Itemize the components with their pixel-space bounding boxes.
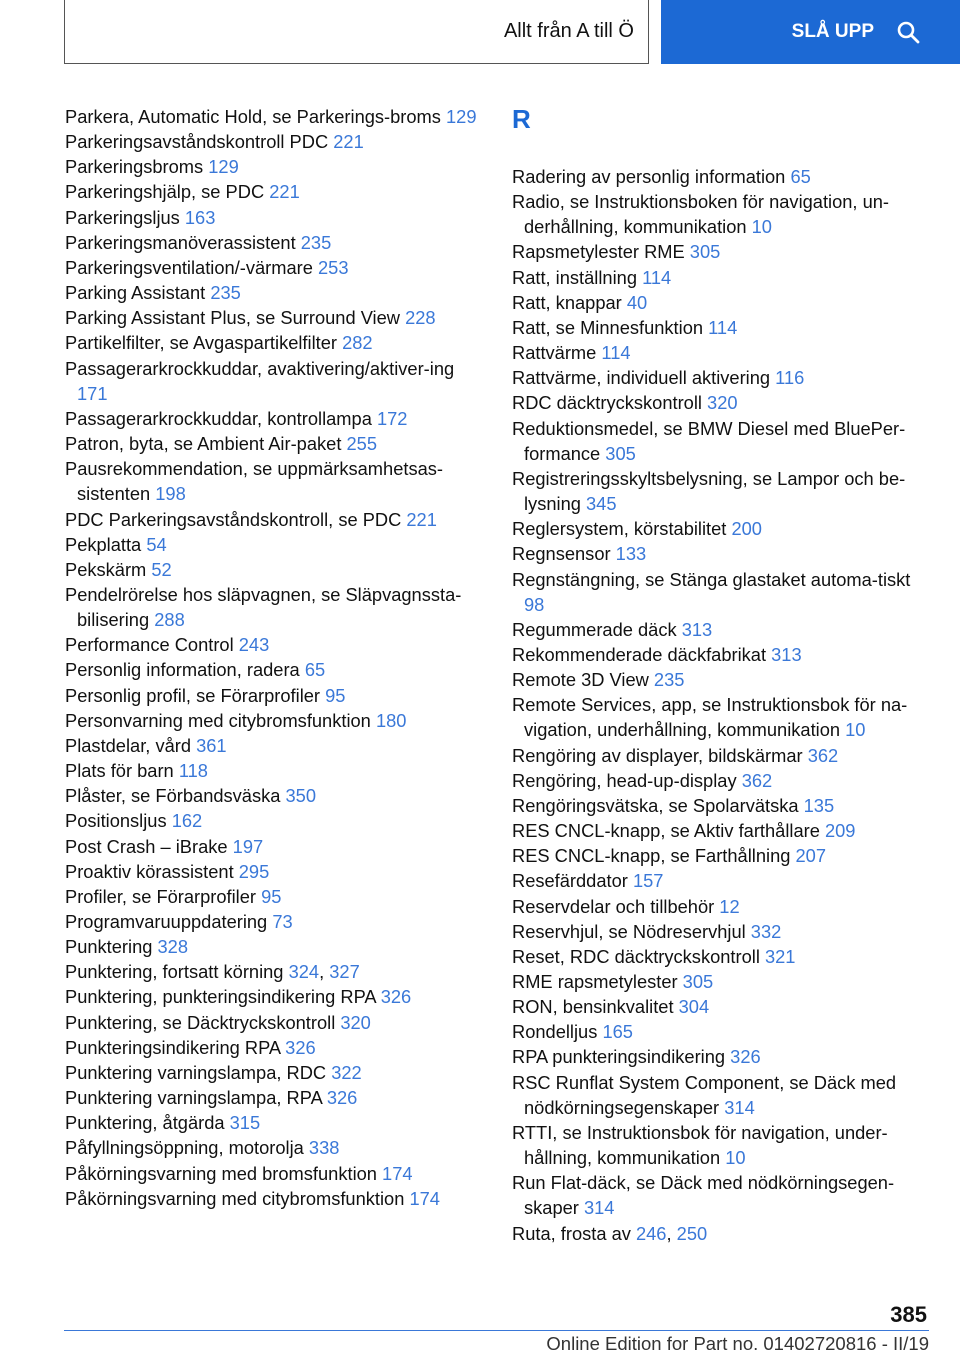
index-entry-text: Parkeringsljus — [65, 206, 185, 228]
page-link[interactable]: 95 — [325, 684, 346, 706]
index-entry-text: Pendelrörelse hos släpvagnen, se Släpvagnssta-bilisering — [65, 583, 462, 631]
index-entry — [65, 733, 485, 758]
index-column-right — [512, 104, 932, 1246]
page-link[interactable]: 174 — [382, 1162, 413, 1184]
index-entry-text: Rattvärme, individuell aktivering — [512, 367, 776, 389]
index-entry-text: Regummerade däck — [512, 618, 682, 640]
index-entry — [65, 758, 485, 783]
index-entry — [65, 859, 485, 884]
index-entry — [65, 1110, 485, 1135]
index-entry — [512, 768, 932, 793]
index-entry-text: Rattvärme — [512, 342, 602, 364]
index-entry — [65, 708, 485, 733]
index-entry-text: Rengöring, head-up-display — [512, 769, 742, 791]
index-entry-text: Profiler, se Förarprofiler — [65, 885, 262, 907]
index-entry — [65, 1161, 485, 1186]
index-entry-text: Punktering, punkteringsindikering RPA — [65, 986, 381, 1008]
index-entry — [512, 919, 932, 944]
index-entry — [65, 456, 485, 506]
index-entry-text: Reservdelar och tillbehör — [512, 895, 720, 917]
index-entry-text: Personlig information, radera — [65, 659, 305, 681]
page-link[interactable]: 116 — [775, 367, 805, 389]
page-link[interactable]: 10 — [725, 1147, 746, 1169]
index-entry-text: Personvarning med citybromsfunktion — [65, 709, 376, 731]
index-entry-text: Remote Services, app, se Instruktionsbok för na-vigation, underhållning, kommunikation — [512, 694, 908, 741]
page-link[interactable]: 165 — [602, 1021, 633, 1043]
index-entry-text: Pausrekommendation, se uppmärksamhetsas-sistenten — [65, 458, 443, 505]
index-entry — [512, 315, 932, 340]
index-entry — [512, 239, 932, 264]
page-link[interactable]: 326 — [380, 986, 412, 1008]
page-link[interactable]: 129 — [446, 106, 477, 127]
page-link[interactable]: 305 — [682, 971, 714, 992]
index-entry-text: Ratt, se Minnesfunktion — [512, 316, 709, 338]
index-entry — [65, 1035, 485, 1060]
index-entry-text: Punktering, fortsatt körning — [65, 961, 289, 983]
index-entry — [65, 632, 485, 657]
index-entry — [65, 431, 485, 456]
index-entry-text: Registreringsskyltsbelysning, se Lampor och be-lysning — [512, 467, 906, 515]
page-link[interactable]: 221 — [406, 508, 437, 530]
index-entry-text: Pekplatta — [65, 533, 147, 555]
index-entry — [65, 1010, 485, 1035]
index-entry — [65, 808, 485, 833]
page-link[interactable]: 255 — [346, 433, 377, 455]
index-entry-text: Run Flat-däck, se Däck med nödkörningsegen-skaper — [512, 1172, 895, 1219]
page-link[interactable]: 324 — [288, 961, 320, 983]
index-entry — [65, 783, 485, 808]
page-link[interactable]: 362 — [741, 769, 773, 791]
index-entry — [65, 909, 485, 934]
index-entry — [65, 507, 485, 532]
index-entry-text: Radering av personlig information — [512, 166, 791, 187]
page-link[interactable]: 361 — [196, 734, 227, 756]
page-link[interactable]: 65 — [790, 166, 811, 187]
index-entry-text: Programvaruuppdatering — [65, 911, 273, 932]
page-link[interactable]: 114 — [601, 342, 631, 364]
page-link[interactable]: 162 — [171, 810, 203, 832]
page-link[interactable]: 295 — [238, 860, 270, 882]
index-entry-text: Påkörningsvarning med bromsfunktion — [65, 1162, 383, 1184]
page-link[interactable]: 54 — [146, 533, 167, 555]
page-link[interactable]: 314 — [724, 1096, 755, 1118]
index-entry — [65, 934, 485, 959]
index-entry — [512, 567, 932, 617]
index-entry — [512, 1170, 932, 1220]
index-entry — [512, 843, 932, 868]
page-link[interactable]: 65 — [304, 659, 326, 681]
index-entry-text: Proaktiv körassistent — [65, 860, 239, 882]
index-entry — [65, 230, 485, 255]
index-entry — [512, 416, 932, 466]
index-entry — [512, 290, 932, 315]
index-entry — [512, 868, 932, 893]
page-link[interactable]: 328 — [157, 936, 188, 958]
index-entry — [65, 154, 485, 179]
index-entry-text: Ratt, inställning — [512, 266, 643, 288]
index-entry — [65, 1135, 485, 1160]
page-number: 385 — [890, 1302, 927, 1327]
index-entry-text: RES CNCL-knapp, se Aktiv farthållare — [512, 820, 825, 842]
page-link[interactable]: 350 — [285, 785, 317, 807]
index-entry-text: PDC Parkeringsavståndskontroll, se PDC — [65, 508, 407, 530]
page-link[interactable]: 313 — [771, 643, 802, 665]
index-entry — [512, 793, 932, 818]
index-entry-text: Plastdelar, vård — [65, 734, 197, 756]
index-entry — [512, 340, 932, 365]
page-link[interactable]: 171 — [77, 382, 108, 404]
index-entry-text: Regnsensor — [512, 543, 616, 565]
page-link[interactable]: 209 — [824, 820, 856, 842]
page-link[interactable]: 133 — [615, 543, 647, 565]
index-entry-text: RON, bensinkvalitet — [512, 996, 679, 1018]
index-entry-text: Plats för barn — [65, 760, 179, 782]
index-entry — [65, 305, 485, 330]
index-column-left — [65, 104, 485, 1211]
page-link[interactable]: 315 — [229, 1112, 261, 1134]
page-link[interactable]: 345 — [586, 493, 617, 515]
page-link[interactable]: 326 — [285, 1036, 316, 1058]
index-entry-text: Rondelljus — [512, 1021, 603, 1043]
page-link[interactable]: 320 — [340, 1011, 371, 1033]
index-entry-text: Parkeringsavståndskontroll PDC — [65, 131, 334, 153]
index-entry — [512, 541, 932, 566]
index-entry-text: RPA punkteringsindikering — [512, 1046, 731, 1068]
index-entry — [512, 466, 932, 516]
page-link[interactable]: 326 — [326, 1087, 358, 1109]
page-link[interactable]: 95 — [261, 885, 282, 907]
index-entry-text: Parkeringshjälp, se PDC — [65, 181, 270, 203]
page-link[interactable]: 118 — [178, 760, 208, 782]
index-entry-text: RDC däcktryckskontroll — [512, 392, 708, 414]
page-link[interactable]: 157 — [632, 870, 664, 892]
index-entry — [512, 365, 932, 390]
page-link[interactable]: 198 — [155, 483, 186, 505]
index-entry — [512, 1019, 932, 1044]
page-link[interactable]: 200 — [731, 518, 762, 540]
index-entry — [65, 255, 485, 280]
page-link[interactable]: 98 — [524, 593, 545, 615]
index-entry — [65, 984, 485, 1009]
index-entry — [512, 743, 932, 768]
index-entry — [65, 205, 485, 230]
page-link[interactable]: 180 — [375, 709, 407, 731]
index-entry-text: Ratt, knappar — [512, 291, 627, 313]
index-entry-text: Parking Assistant — [65, 282, 211, 304]
section-tab[interactable]: Allt från A till Ö — [64, 0, 649, 64]
index-entry — [65, 582, 485, 632]
page-link[interactable]: 320 — [707, 392, 738, 414]
page-link[interactable]: 362 — [807, 744, 839, 766]
page-link[interactable]: 10 — [751, 216, 772, 238]
index-entry — [65, 884, 485, 909]
page-link[interactable]: 114 — [642, 266, 672, 288]
page-link[interactable]: 321 — [764, 945, 796, 967]
index-entry-text: Punktering, se Däcktryckskontroll — [65, 1011, 341, 1033]
index-entry — [512, 164, 932, 189]
footer-divider — [64, 1330, 929, 1331]
index-entry — [512, 894, 932, 919]
index-entry — [65, 330, 485, 355]
index-letter-heading: R — [512, 104, 531, 134]
page-link[interactable]: 221 — [269, 181, 300, 203]
index-entry-text: Reglersystem, körstabilitet — [512, 518, 732, 540]
index-entry — [512, 516, 932, 541]
index-entry-text: Rengöring av displayer, bildskärmar — [512, 744, 808, 766]
search-label: SLÅ UPP — [791, 21, 874, 42]
index-entry-text: Remote 3D View — [512, 669, 654, 691]
index-entry — [512, 667, 932, 692]
page-link[interactable]: 129 — [208, 156, 239, 178]
index-entry-text: Punkteringsindikering RPA — [65, 1036, 286, 1058]
index-entry-text: Reservhjul, se Nödreservhjul — [512, 920, 751, 942]
page-link[interactable]: 221 — [333, 131, 364, 153]
index-entry — [65, 179, 485, 204]
index-entry-text: Plåster, se Förbandsväska — [65, 785, 286, 807]
page-link[interactable]: 288 — [154, 609, 185, 631]
index-entry — [512, 994, 932, 1019]
search-button[interactable] — [661, 0, 960, 64]
index-entry-text: Parkeringsbroms — [65, 156, 209, 178]
index-entry-text: Regnstängning, se Stänga glastaket automa-tiskt — [512, 568, 911, 590]
index-entry-text: RES CNCL-knapp, se Farthållning — [512, 845, 796, 867]
index-entry — [65, 532, 485, 557]
page-link[interactable]: 243 — [238, 634, 270, 656]
page-link[interactable]: 327 — [329, 961, 360, 983]
index-entry — [65, 406, 485, 431]
index-entry — [512, 642, 932, 667]
index-entry — [65, 104, 485, 129]
index-entry-text: Punktering — [65, 936, 158, 958]
page-link[interactable]: 314 — [583, 1197, 615, 1219]
page-link[interactable]: 235 — [653, 669, 685, 691]
index-entry: Ruta, frosta av 246, 250 — [512, 1222, 708, 1244]
index-entry-text: Resefärddator — [512, 870, 633, 892]
page-link[interactable]: 313 — [681, 618, 713, 640]
index-entry-text: Performance Control — [65, 634, 239, 656]
page-link[interactable]: 207 — [795, 845, 826, 867]
page-link[interactable]: 73 — [272, 911, 293, 932]
page-link[interactable]: 304 — [678, 996, 710, 1018]
page-link[interactable]: 250 — [676, 1222, 708, 1244]
index-entry-text: Positionsljus — [65, 810, 172, 832]
index-entry-text: Rapsmetylester RME — [512, 241, 690, 263]
index-entry — [512, 189, 932, 239]
index-entry — [512, 265, 932, 290]
page-link[interactable]: 332 — [750, 920, 782, 942]
page-link[interactable]: 253 — [318, 256, 349, 278]
index-entry — [512, 944, 932, 969]
index-entry-text: Partikelfilter, se Avgaspartikelfilter — [65, 332, 343, 354]
index-entry-text: Post Crash – iBrake — [65, 835, 233, 857]
index-entry — [65, 356, 485, 406]
index-entry — [65, 683, 485, 708]
page-link[interactable]: 235 — [300, 231, 332, 253]
index-entry-text: Parkeringsventilation/-värmare — [65, 256, 318, 278]
index-entry-text: Parkeringsmanöverassistent — [65, 231, 301, 253]
index-list-right — [512, 164, 932, 1246]
index-entry-text: RTTI, se Instruktionsbok för navigation, under-hållning, kommunikation — [512, 1121, 888, 1169]
index-entry-text: Rekommenderade däckfabrikat — [512, 643, 772, 665]
page-link[interactable]: 326 — [730, 1046, 761, 1068]
index-entry — [65, 280, 485, 305]
search-icon — [896, 20, 920, 44]
index-entry-text: Personlig profil, se Förarprofiler — [65, 684, 326, 706]
index-entry — [512, 617, 932, 642]
page-link[interactable]: 172 — [376, 407, 408, 429]
index-entry-text: Rengöringsvätska, se Spolarvätska — [512, 794, 804, 816]
index-entry-text: Punktering varningslampa, RPA — [65, 1087, 327, 1109]
index-entry-text: RSC Runflat System Component, se Däck med nödkörningsegenskaper — [512, 1071, 897, 1118]
page-link[interactable]: 197 — [232, 835, 264, 857]
page-link[interactable]: 163 — [184, 206, 216, 228]
index-entry — [512, 818, 932, 843]
page-link[interactable]: 174 — [409, 1187, 440, 1209]
index-entry — [65, 657, 485, 682]
index-entry-text: Punktering, åtgärda — [65, 1112, 230, 1134]
page-link[interactable]: 40 — [626, 291, 648, 313]
page-link[interactable]: 52 — [151, 558, 172, 580]
page-link[interactable]: 322 — [331, 1061, 362, 1083]
index-entry — [512, 390, 932, 415]
index-entry — [512, 969, 932, 994]
index-entry-text: Reset, RDC däcktryckskontroll — [512, 945, 765, 967]
index-entry — [512, 1120, 932, 1170]
page-link[interactable]: 228 — [405, 307, 436, 329]
page-link[interactable]: 235 — [210, 282, 241, 304]
index-entry-text: RME rapsmetylester — [512, 971, 683, 992]
index-entry — [512, 1044, 932, 1069]
index-entry-text: Punktering varningslampa, RDC — [65, 1061, 332, 1083]
index-entry — [65, 834, 485, 859]
index-entry — [65, 557, 485, 582]
index-entry-text: Radio, se Instruktionsboken för navigation, un-derhållning, kommunikation — [512, 191, 890, 238]
index-entry — [65, 1060, 485, 1085]
index-entry — [512, 692, 932, 742]
page-link[interactable]: 10 — [845, 719, 866, 741]
page-link[interactable]: 114 — [708, 316, 738, 338]
page-link[interactable]: 135 — [803, 794, 835, 816]
index-entry — [512, 1070, 932, 1120]
index-entry-text: Passagerarkrockkuddar, avaktivering/aktiver-ing — [65, 357, 455, 379]
index-entry — [65, 1085, 485, 1110]
index-entry-text: Passagerarkrockkuddar, kontrollampa — [65, 407, 377, 429]
index-entry-text: Patron, byta, se Ambient Air-paket — [65, 433, 347, 455]
page-link[interactable]: 282 — [342, 332, 373, 354]
index-entry — [65, 1186, 485, 1211]
page-link[interactable]: 305 — [689, 241, 721, 263]
index-entry: Punktering, fortsatt körning 324, 327 — [65, 961, 360, 983]
index-entry-text: Ruta, frosta av — [512, 1222, 636, 1244]
page-link[interactable]: 12 — [719, 895, 740, 917]
footer-text: Online Edition for Part no. 01402720816 - II/19 — [546, 1333, 929, 1354]
index-entry — [65, 129, 485, 154]
index-entry-text: Reduktionsmedel, se BMW Diesel med BluePer-formance — [512, 417, 906, 464]
index-entry-text: Parking Assistant Plus, se Surround View — [65, 307, 406, 329]
page-link[interactable]: 305 — [605, 442, 636, 464]
page-link[interactable]: 338 — [308, 1137, 340, 1159]
index-entry-text: Påfyllningsöppning, motorolja — [65, 1137, 309, 1159]
index-entry-text: Pekskärm — [65, 558, 152, 580]
index-entry-text: Parkera, Automatic Hold, se Parkerings-broms — [65, 106, 447, 127]
index-entry-text: Påkörningsvarning med citybromsfunktion — [65, 1187, 410, 1209]
top-bar — [0, 0, 960, 66]
page-link[interactable]: 246 — [635, 1222, 667, 1244]
